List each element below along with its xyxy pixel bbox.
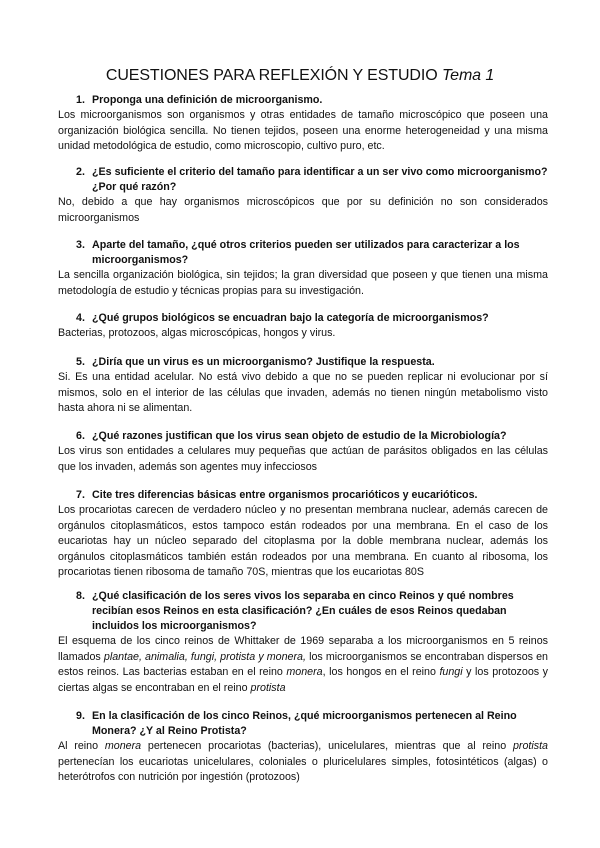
question-text: Aparte del tamaño, ¿qué otros criterios pueden ser utilizados para caracterizar a los microorganismos? bbox=[92, 239, 520, 266]
question-number: 5. bbox=[76, 356, 85, 368]
answer-9 bbox=[58, 739, 548, 786]
kingdom-name: fungi bbox=[439, 666, 463, 679]
answer-4: Bacterias, protozoos, algas microscópicas, hongos y virus. bbox=[58, 327, 336, 339]
question-7 bbox=[58, 488, 548, 503]
question-block-3 bbox=[58, 238, 548, 299]
answer-text: pertenecían los eucariotas unicelulares, coloniales o pluricelulares simples, fotosintéticos (algas) o heterótrofos con nutrición por ingestión (protozoos) bbox=[58, 755, 548, 784]
answer-1: Los microorganismos son organismos y otras entidades de tamaño microscópico que poseen una organización biológica sencilla. No tienen tejidos, poseen una enorme heterogeneidad y una misma unidad metodológica de estudio, como microscopio, cultivo puro, etc. bbox=[58, 109, 548, 153]
question-number: 4. bbox=[76, 312, 85, 324]
answer-text: El esquema de los cinco reinos de Whittaker de 1969 separaba a los microorganismos en 5 reinos llamados bbox=[58, 635, 548, 663]
answer-text: pertenecen procariotas (bacterias), unicelulares, mientras que al reino bbox=[141, 740, 513, 752]
question-block-6 bbox=[58, 429, 548, 475]
answer-2: No, debido a que hay organismos microscópicos que por su definición no son considerados microorganismos bbox=[58, 196, 548, 224]
question-text: ¿Qué razones justifican que los virus sean objeto de estudio de la Microbiología? bbox=[92, 430, 507, 442]
question-text: ¿Qué grupos biológicos se encuadran bajo la categoría de microorganismos? bbox=[92, 312, 489, 324]
answer-text: los microorganismos se encontraban dispersos en estos reinos. Las bacterias estaban en el reino bbox=[58, 650, 548, 679]
answer-text: y los protozoos y ciertas algas se encontraban en el reino bbox=[58, 666, 548, 694]
question-number: 1. bbox=[76, 94, 85, 106]
question-4 bbox=[58, 311, 548, 326]
answer-text: Al reino bbox=[58, 740, 105, 752]
kingdom-name: protista bbox=[512, 740, 548, 752]
question-number: 2. bbox=[76, 166, 85, 178]
question-block-2 bbox=[58, 165, 548, 226]
question-2 bbox=[58, 165, 548, 195]
question-block-5 bbox=[58, 355, 548, 417]
question-block-9 bbox=[58, 709, 548, 786]
answer-text: , los hongos en el reino bbox=[322, 666, 440, 679]
kingdom-name: protista bbox=[250, 681, 286, 694]
kingdom-name: monera bbox=[104, 740, 142, 752]
question-number: 3. bbox=[76, 239, 85, 251]
question-block-7 bbox=[58, 488, 548, 581]
question-block-1 bbox=[58, 93, 548, 155]
question-number: 7. bbox=[76, 489, 85, 501]
question-block-8 bbox=[58, 589, 548, 696]
question-text: Cite tres diferencias básicas entre organismos procarióticos y eucarióticos. bbox=[92, 489, 478, 501]
kingdom-names: plantae, animalia, fungi, protista y monera, bbox=[103, 650, 306, 663]
question-8 bbox=[58, 589, 548, 634]
question-number: 6. bbox=[76, 430, 85, 442]
answer-6: Los virus son entidades a celulares muy pequeñas que actúan de parásitos obligados en las células que los invaden, además son agentes muy infecciosos bbox=[58, 445, 548, 473]
question-1 bbox=[58, 93, 548, 108]
answer-7: Los procariotas carecen de verdadero núcleo y no presentan membrana nuclear, además carecen de orgánulos citoplasmáticos, estos tampoco están rodeados por una membrana. En el caso de los eucariotas hay un núcleo separado del citoplasma por la doble membrana nuclear, además los orgánulos citoplasmáticos también están rodeados por una membrana. En cuanto al ribosoma, los procariotas tienen ribosoma de tamaño 70S, mientras que los eucariotas 80S bbox=[58, 504, 548, 579]
question-text: ¿Diría que un virus es un microorganismo? Justifique la respuesta. bbox=[92, 356, 435, 368]
answer-5: Si. Es una entidad acelular. No está vivo debido a que no se pueden replicar ni evolucionar por sí mismos, solo en el interior de las células que invaden, además no tienen ningún metabolismo visto hasta ahora ni se alimentan. bbox=[58, 371, 548, 415]
title-tema: Tema 1 bbox=[441, 66, 495, 84]
question-text: Proponga una definición de microorganismo. bbox=[92, 94, 323, 106]
answer-8 bbox=[58, 634, 548, 696]
kingdom-name: monera bbox=[286, 666, 323, 679]
title-main: CUESTIONES PARA REFLEXIÓN Y ESTUDIO bbox=[105, 66, 438, 84]
question-5 bbox=[58, 355, 548, 370]
question-6 bbox=[58, 429, 548, 444]
question-9 bbox=[58, 709, 548, 739]
question-3 bbox=[58, 238, 548, 268]
page-title bbox=[0, 66, 600, 86]
question-text: ¿Qué clasificación de los seres vivos los separaba en cinco Reinos y qué nombres recibían esos Reinos en esta clasificación? ¿En cuáles de esos Reinos quedaban incluidos los microorganismos? bbox=[92, 590, 514, 632]
question-block-4 bbox=[58, 311, 548, 342]
question-text: ¿Es suficiente el criterio del tamaño para identificar a un ser vivo como microorganismo? ¿Por qué razón? bbox=[92, 166, 548, 193]
question-number: 9. bbox=[76, 710, 85, 722]
question-number: 8. bbox=[76, 590, 85, 602]
question-text: En la clasificación de los cinco Reinos, ¿qué microorganismos pertenecen al Reino Monera? ¿Y al Reino Protista? bbox=[92, 710, 517, 737]
answer-3: La sencilla organización biológica, sin tejidos; la gran diversidad que poseen y que tienen una misma metodología de estudio y técnicas propias para su investigación. bbox=[58, 269, 548, 297]
